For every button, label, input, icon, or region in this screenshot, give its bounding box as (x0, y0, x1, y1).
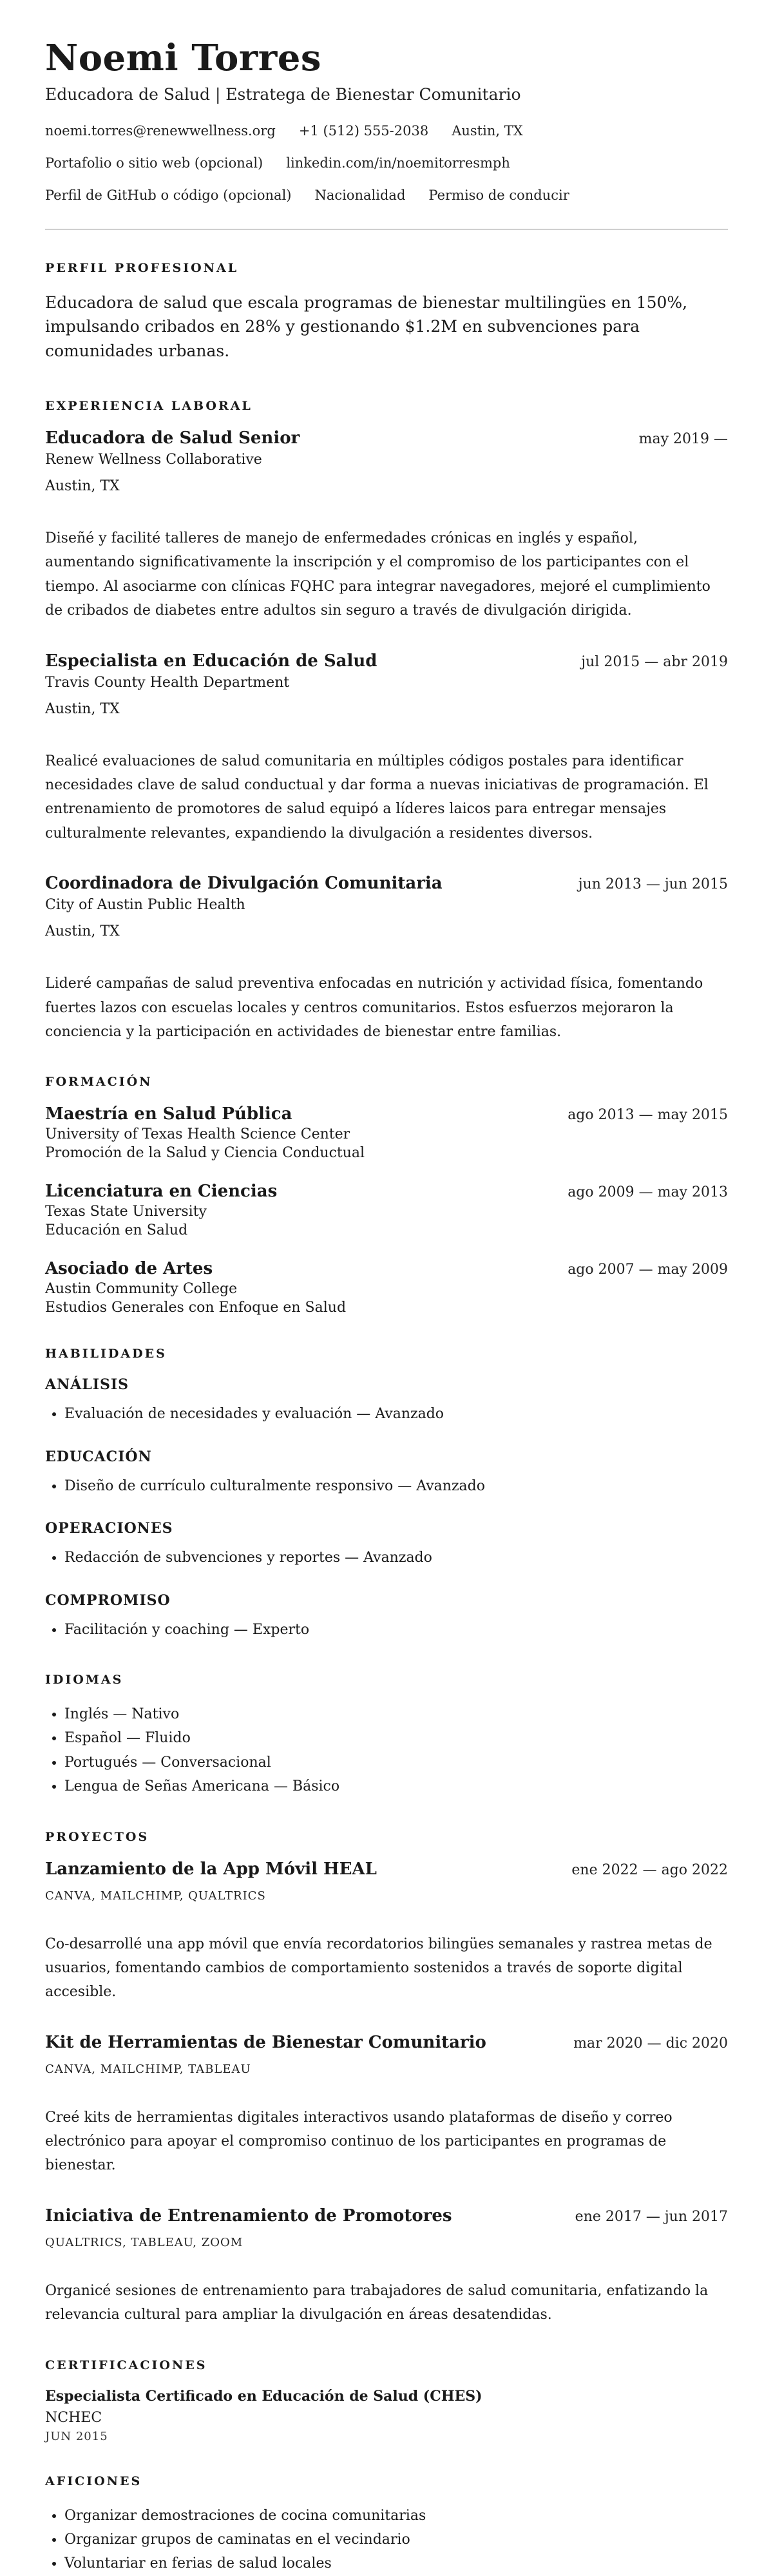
education-section (45, 1075, 728, 1316)
language-item: • Lengua de Señas Americana — Básico (64, 1774, 728, 1798)
skill-list (45, 1618, 728, 1642)
experience-role: Especialista en Educación de Salud (45, 651, 377, 671)
project-entry (45, 2206, 728, 2327)
project-entry (45, 2033, 728, 2178)
skills-title: HABILIDADES (45, 1347, 167, 1361)
education-field: Estudios Generales con Enfoque en Salud (45, 1300, 347, 1316)
experience-description: Diseñé y facilité talleres de manejo de enfermedades crónicas en inglés y español, aumentando significativamente la inscripción y el compromiso de los participantes con el tiempo. Al asociarme con clínicas FQHC para integrar navegadores, mejoré el cumplimiento de cribados de diabetes entre adultos sin seguro a través de divulgación dirigida. (45, 530, 711, 619)
summary-text: Educadora de salud que escala programas de bienestar multilingües en 150%, impulsando cribados en 28% y gestionando $1.2M en subvenciones para comunidades urbanas. (45, 293, 688, 360)
experience-entry (45, 874, 728, 1044)
education-school: Texas State University (45, 1204, 207, 1220)
contact-row-3 (45, 187, 728, 203)
education-school: Austin Community College (45, 1281, 238, 1298)
education-entry (45, 1182, 728, 1238)
project-entry (45, 1860, 728, 2004)
language-list (45, 1702, 728, 1799)
project-date: ene 2022 — ago 2022 (571, 1861, 728, 1878)
project-name: Iniciativa de Entrenamiento de Promotores (45, 2206, 452, 2225)
education-entry (45, 1259, 728, 1316)
contact-nationality: Nacionalidad (314, 187, 406, 203)
education-date: ago 2009 — may 2013 (568, 1184, 728, 1201)
hobbies-title: AFICIONES (45, 2474, 142, 2488)
skill-category: EDUCACIÓN (45, 1448, 152, 1465)
experience-description: Realicé evaluaciones de salud comunitaria en múltiples códigos postales para identificar necesidades clave de salud conductual y dar forma a nuevas iniciativas de programación. El entrenamiento de promotores de salud equipó a líderes laicos para entregar mensajes culturalmente relevantes, expandiendo la divulgación a residentes diversos. (45, 753, 709, 841)
education-field: Educación en Salud (45, 1222, 188, 1239)
language-item: • Inglés — Nativo (64, 1702, 728, 1726)
skill-category: OPERACIONES (45, 1520, 173, 1537)
certifications-title: CERTIFICACIONES (45, 2358, 207, 2372)
project-description: Co-desarrollé una app móvil que envía recordatorios bilingües semanales y rastrea metas de usuarios, fomentando cambios de comportamiento sostenidos a través de soporte digital accesible. (45, 1936, 712, 2001)
skill-item: • Diseño de currículo culturalmente responsivo — Avanzado (64, 1474, 728, 1498)
contact-location: Austin, TX (452, 122, 523, 139)
hobby-item: • Voluntariar en ferias de salud locales (64, 2552, 728, 2575)
certifications-section (45, 2358, 728, 2443)
contact-linkedin[interactable]: linkedin.com/in/noemitorresmph (286, 155, 510, 171)
project-date: mar 2020 — dic 2020 (573, 2035, 728, 2052)
languages-section (45, 1673, 728, 1799)
hobby-item: • Organizar grupos de caminatas en el vecindario (64, 2528, 728, 2552)
contact-row-1 (45, 123, 728, 139)
education-degree: Licenciatura en Ciencias (45, 1182, 278, 1202)
contact-email[interactable]: noemi.torres@renewwellness.org (45, 122, 276, 139)
experience-date: may 2019 — (638, 431, 728, 448)
experience-role: Coordinadora de Divulgación Comunitaria (45, 874, 443, 894)
certification-issuer: NCHEC (45, 2409, 102, 2426)
skill-item: • Redacción de subvenciones y reportes — Avanzado (64, 1546, 728, 1570)
experience-entry (45, 428, 728, 623)
experience-org: Renew Wellness Collaborative (45, 452, 262, 468)
hobby-item: • Organizar demostraciones de cocina comunitarias (64, 2504, 728, 2528)
project-tech: CANVA, MAILCHIMP, TABLEAU (45, 2062, 251, 2076)
skill-category: COMPROMISO (45, 1591, 171, 1609)
skill-category: ANÁLISIS (45, 1376, 129, 1394)
candidate-headline: Educadora de Salud | Estratega de Bienestar Comunitario (45, 84, 521, 104)
project-description: Organicé sesiones de entrenamiento para trabajadores de salud comunitaria, enfatizando la relevancia cultural para ampliar la divulgación en áreas desatendidas. (45, 2282, 709, 2323)
contact-driving-license: Permiso de conducir (428, 187, 569, 203)
skill-list (45, 1546, 728, 1570)
experience-org: Travis County Health Department (45, 674, 290, 691)
certification-entry (45, 2388, 728, 2443)
skill-list (45, 1474, 728, 1498)
project-tech: CANVA, MAILCHIMP, QUALTRICS (45, 1889, 266, 1903)
language-item: • Español — Fluido (64, 1726, 728, 1750)
education-date: ago 2013 — may 2015 (568, 1107, 728, 1124)
education-title: FORMACIÓN (45, 1075, 153, 1090)
contact-portfolio[interactable]: Portafolio o sitio web (opcional) (45, 155, 263, 171)
skill-list (45, 1402, 728, 1426)
skills-section (45, 1347, 728, 1642)
header-divider (45, 229, 728, 230)
experience-entry (45, 651, 728, 846)
project-name: Kit de Herramientas de Bienestar Comunitario (45, 2032, 486, 2052)
experience-date: jun 2013 — jun 2015 (578, 876, 728, 893)
contact-phone[interactable]: +1 (512) 555-2038 (298, 122, 429, 139)
education-field: Promoción de la Salud y Ciencia Conductual (45, 1145, 365, 1162)
experience-section (45, 399, 728, 1044)
contact-github[interactable]: Perfil de GitHub o código (opcional) (45, 187, 292, 203)
skill-item: • Evaluación de necesidades y evaluación — Avanzado (64, 1402, 728, 1426)
certification-name: Especialista Certificado en Educación de Salud (CHES) (45, 2387, 482, 2405)
candidate-name: Noemi Torres (45, 37, 321, 79)
skill-item: • Facilitación y coaching — Experto (64, 1618, 728, 1642)
project-description: Creé kits de herramientas digitales interactivos usando plataformas de diseño y correo electrónico para apoyar el compromiso continuo de los participantes en programas de bienestar. (45, 2109, 673, 2174)
experience-title: EXPERIENCIA LABORAL (45, 399, 253, 414)
language-item: • Portugués — Conversacional (64, 1751, 728, 1774)
experience-location: Austin, TX (45, 700, 120, 717)
resume-header (45, 39, 728, 203)
education-degree: Asociado de Artes (45, 1259, 213, 1279)
projects-section (45, 1830, 728, 2327)
project-name: Lanzamiento de la App Móvil HEAL (45, 1859, 377, 1879)
summary-title: PERFIL PROFESIONAL (45, 260, 239, 275)
experience-date: jul 2015 — abr 2019 (581, 653, 728, 670)
experience-role: Educadora de Salud Senior (45, 428, 300, 448)
project-date: ene 2017 — jun 2017 (575, 2208, 728, 2225)
experience-location: Austin, TX (45, 478, 120, 495)
experience-org: City of Austin Public Health (45, 897, 245, 914)
education-school: University of Texas Health Science Center (45, 1126, 350, 1143)
hobbies-section (45, 2474, 728, 2576)
education-entry (45, 1104, 728, 1161)
experience-location: Austin, TX (45, 923, 120, 940)
education-degree: Maestría en Salud Pública (45, 1104, 292, 1124)
languages-title: IDIOMAS (45, 1672, 124, 1687)
certification-date: JUN 2015 (45, 2429, 108, 2443)
projects-title: PROYECTOS (45, 1829, 149, 1844)
summary-section (45, 261, 728, 363)
experience-description: Lideré campañas de salud preventiva enfocadas en nutrición y actividad física, fomentando fuertes lazos con escuelas locales y centros comunitarios. Estos esfuerzos mejoraron la conciencia y la participación en actividades de bienestar entre familias. (45, 976, 703, 1040)
education-date: ago 2007 — may 2009 (568, 1262, 728, 1278)
contact-row-2 (45, 155, 728, 171)
project-tech: QUALTRICS, TABLEAU, ZOOM (45, 2235, 243, 2249)
